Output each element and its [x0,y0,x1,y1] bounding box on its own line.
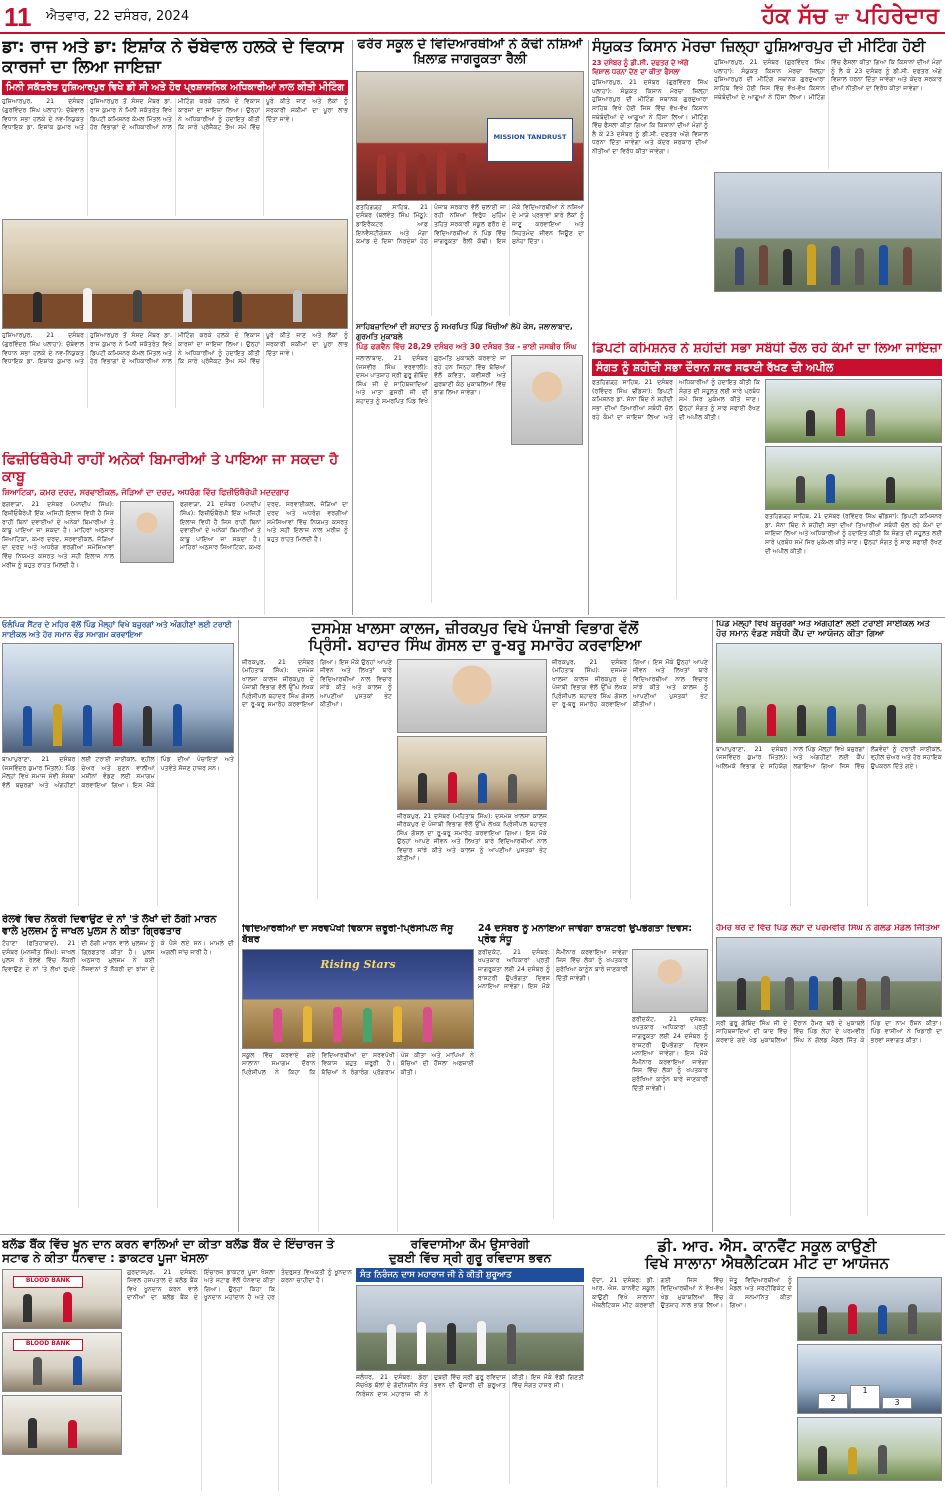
doctor-portrait [120,501,174,563]
story-body-continued: ਹੁਸ਼ਿਆਰਪੁਰ, 21 ਦਸੰਬਰ (ਗੁਰਵਿੰਦਰ ਸਿੰਘ ਪਲਾਹਾ): ਚੱਬੇਵਾਲ ਵਿਧਾਨ ਸਭਾ ਹਲਕੇ ਦੇ ਨਵ-ਨਿਯੁਕਤ ਵਿਧਾਇਕ ਡਾ. ਇਸ਼ਾਂਕ ਕੁਮਾਰ ਅਤੇ ਹੁਸ਼ਿਆਰਪੁਰ ਤੋਂ ਸੰਸਦ ਮੈਂਬਰ ਡਾ. ਰਾਜ ਕੁਮਾਰ ਨੇ ਮਿਨੀ ਸਕੱਤਰੇਤ ਵਿਖੇ ਡਿਪਟੀ ਕਮਿਸ਼ਨਰ ਕੋਮਲ ਮਿੱਤਲ ਅਤੇ ਹੋਰ ਵਿਭਾਗਾਂ ਦੇ ਅਧਿਕਾਰੀਆਂ ਨਾਲ ਮੀਟਿੰਗ ਕਰਕੇ ਹਲਕੇ ਦੇ ਵਿਕਾਸ ਕਾਰਜਾਂ ਦਾ ਜਾਇਜ਼ਾ ਲਿਆ। ਉਨ੍ਹਾਂ ਨੇ ਅਧਿਕਾਰੀਆਂ ਨੂੰ ਹਦਾਇਤ ਕੀਤੀ ਕਿ ਸਾਰੇ ਪ੍ਰੋਜੈਕਟ ਤੈਅ ਸਮੇਂ ਵਿੱਚ ਪੂਰੇ ਕੀਤੇ ਜਾਣ ਅਤੇ ਲੋਕਾਂ ਨੂੰ ਸਰਕਾਰੀ ਸਕੀਮਾਂ ਦਾ ਪੂਰਾ ਲਾਭ ਦਿੱਤਾ ਜਾਵੇ। [2,332,348,366]
story-body: ਗੁਰਦਾਸਪੁਰ, 21 ਦਸੰਬਰ: ਸਿਵਲ ਹਸਪਤਾਲ ਦੇ ਬਲੱਡ ਬੈਂਕ ਵਿਖੇ ਖੂਨਦਾਨ ਕਰਨ ਵਾਲੇ ਦਾਨੀਆਂ ਦਾ ਬਲੱਡ ਬੈਂਕ ਦੇ ਇੰਚਾਰਜ ਡਾਕਟਰ ਪੂਜਾ ਖੋਸਲਾ ਅਤੇ ਸਟਾਫ ਵੱਲੋਂ ਧੰਨਵਾਦ ਕੀਤਾ ਗਿਆ। ਉਨ੍ਹਾਂ ਕਿਹਾ ਕਿ ਖੂਨਦਾਨ ਮਹਾਂਦਾਨ ਹੈ ਅਤੇ ਹਰ ਤੰਦਰੁਸਤ ਵਿਅਕਤੀ ਨੂੰ ਖੂਨਦਾਨ ਕਰਨਾ ਚਾਹੀਦਾ ਹੈ। [127,1268,352,1302]
podium-1: 1 [850,1385,880,1409]
story-body-continued: ਫਤਹਿਗੜ੍ਹ ਸਾਹਿਬ, 21 ਦਸੰਬਰ (ਰਵਿੰਦਰ ਸਿੰਘ ਢੀਂਡਸਾ): ਡਿਪਟੀ ਕਮਿਸ਼ਨਰ ਡਾ. ਸੋਨਾ ਥਿੰਦ ਨੇ ਸ਼ਹੀਦੀ ਸਭਾ ਦੀਆਂ ਤਿਆਰੀਆਂ ਸਬੰਧੀ ਚੱਲ ਰਹੇ ਕੰਮਾਂ ਦਾ ਜਾਇਜ਼ਾ ਲਿਆ ਅਤੇ ਅਧਿਕਾਰੀਆਂ ਨੂੰ ਹਦਾਇਤ ਕੀਤੀ ਕਿ ਸੰਗਤ ਦੀ ਸਹੂਲਤ ਲਈ ਸਾਰੇ ਪ੍ਰਬੰਧ ਸਮੇਂ ਸਿਰ ਮੁਕੰਮਲ ਕੀਤੇ ਜਾਣ। ਉਨ੍ਹਾਂ ਸੰਗਤ ਨੂੰ ਸਾਫ ਸਫਾਈ ਰੱਖਣ ਦੀ ਅਪੀਲ ਕੀਤੀ। [765,513,942,555]
story-students [242,924,474,1232]
story-body: ਸਕੂਲ ਵਿੱਚ ਕਰਵਾਏ ਗਏ ਸਾਲਾਨਾ ਸਮਾਗਮ ਦੌਰਾਨ ਪ੍ਰਿੰਸੀਪਲ ਨੇ ਕਿਹਾ ਕਿ ਵਿਦਿਆਰਥੀਆਂ ਦਾ ਸਰਵਪੱਖੀ ਵਿਕਾਸ ਬਹੁਤ ਜ਼ਰੂਰੀ ਹੈ। ਬੱਚਿਆਂ ਨੇ ਰੰਗਾਰੰਗ ਪ੍ਰੋਗਰਾਮ ਪੇਸ਼ ਕੀਤਾ ਅਤੇ ਮਾਪਿਆਂ ਨੇ ਬੱਚਿਆਂ ਦੀ ਹੌਂਸਲਾ ਅਫਜ਼ਾਈ ਕੀਤੀ। [242,1051,474,1077]
dateline: ਐਤਵਾਰ, 22 ਦਸੰਬਰ, 2024 [46,9,190,24]
story-college [242,620,708,920]
story-camp [716,620,942,920]
headline-line-1: ਦਸਮੇਸ਼ ਖਾਲਸਾ ਕਾਲਜ, ਜ਼ੀਰਕਪੁਰ ਵਿਖੇ ਪੰਜਾਬੀ ਵਿਭਾਗ ਵੱਲੋਂ [311,620,639,637]
section-rule [0,617,945,618]
page-number: 11 [4,2,32,32]
ravidas-photo [356,1285,584,1371]
story-gurmat [356,322,584,614]
story-body-continued: ਹੁਸ਼ਿਆਰਪੁਰ, 21 ਦਸੰਬਰ (ਗੁਰਵਿੰਦਰ ਸਿੰਘ ਪਲਾਹਾ): ਸੰਯੁਕਤ ਕਿਸਾਨ ਮੋਰਚਾ ਜ਼ਿਲ੍ਹਾ ਹੁਸ਼ਿਆਰਪੁਰ ਦੀ ਮੀਟਿੰਗ ਸਥਾਨਕ ਗੁਰਦੁਆਰਾ ਸਾਹਿਬ ਵਿਖੇ ਹੋਈ ਜਿਸ ਵਿੱਚ ਵੱਖ-ਵੱਖ ਕਿਸਾਨ ਜਥੇਬੰਦੀਆਂ ਦੇ ਆਗੂਆਂ ਨੇ ਹਿੱਸਾ ਲਿਆ। ਮੀਟਿੰਗ ਵਿੱਚ ਫੈਸਲਾ ਕੀਤਾ ਗਿਆ ਕਿ ਕਿਸਾਨਾਂ ਦੀਆਂ ਮੰਗਾਂ ਨੂੰ ਲੈ ਕੇ 23 ਦਸੰਬਰ ਨੂੰ ਡੀ.ਸੀ. ਦਫਤਰ ਅੱਗੇ ਵਿਸ਼ਾਲ ਧਰਨਾ ਦਿੱਤਾ ਜਾਵੇਗਾ ਅਤੇ ਕੇਂਦਰ ਸਰਕਾਰ ਦੀਆਂ ਨੀਤੀਆਂ ਦਾ ਵਿਰੋਧ ਕੀਤਾ ਜਾਵੇਗਾ। [714,59,942,101]
headline: ਓਲੰਪਿਕ ਸੈਂਟਰ ਦੇ ਮਹਿਰ ਵੱਲੋਂ ਪਿੰਡ ਮੌਲ੍ਹਾਂ ਵਿਖੇ ਬਜ਼ੁਰਗਾਂ ਅਤੇ ਅੰਗਹੀਣਾਂ ਲਈ ਟਰਾਈ ਸਾਈਕਲ ਅਤੇ ਹੋਰ ਸਮਾਨ ਵੰਡ ਸਮਾਗਮ ਕਰਵਾਇਆ [2,620,232,639]
strap: ਸੰਤ ਨਿਰੰਜਨ ਦਾਸ ਮਹਾਰਾਜ ਜੀ ਨੇ ਕੀਤੀ ਸ਼ੁਰੂਆਤ [356,1268,584,1282]
column-rule [588,40,589,615]
headline-line-2: ਵਿਖੇ ਸਾਲਾਨਾ ਐਥਲੈਟਿਕਸ ਮੀਟ ਦਾ ਆਯੋਜਨ [644,1254,890,1273]
headline: ਰੇਲਵੇ ਵਿਚ ਨੌਕਰੀ ਦਿਵਾਉਣ ਦੇ ਨਾਂ 'ਤੇ ਲੱਖਾਂ ਦੀ ਠੱਗੀ ਮਾਰਨ ਵਾਲੇ ਮੁਲਜ਼ਮ ਨੂੰ ਜਾਖਲ ਪੁਲਸ ਨੇ ਕੀਤਾ ਗ੍ਰਿਫਤਾਰ [2,914,217,937]
blood-bank-sign: BLOOD BANK [13,1339,83,1351]
headline-line-1: ਡੀ. ਆਰ. ਐਸ. ਕਾਨਵੈਂਟ ਸਕੂਲ ਕਾਉਣੀ [657,1238,877,1255]
story-body: ਜਲਾਲਾਬਾਦ, 21 ਦਸੰਬਰ (ਜਸਵੀਰ ਸਿੰਘ ਵਰਵਾਲੀ): ਦਸਮ ਪਾਤਸ਼ਾਹ ਸ੍ਰੀ ਗੁਰੂ ਗੋਬਿੰਦ ਸਿੰਘ ਜੀ ਦੇ ਸਾਹਿਬਜ਼ਾਦਿਆਂ ਅਤੇ ਮਾਤਾ ਗੁਜਰੀ ਜੀ ਦੀ ਸ਼ਹਾਦਤ ਨੂੰ ਸਮਰਪਿਤ ਪਿੰਡ ਵਿਖੇ ਗੁਰਮਤਿ ਮੁਕਾਬਲੇ ਕਰਵਾਏ ਜਾ ਰਹੇ ਹਨ ਜਿਨ੍ਹਾਂ ਵਿੱਚ ਬੱਚਿਆਂ ਵੱਲੋਂ ਕਵਿਤਾ, ਕਵੀਸ਼ਰੀ ਅਤੇ ਗੁਰਬਾਣੀ ਕੰਠ ਮੁਕਾਬਲਿਆਂ ਵਿੱਚ ਭਾਗ ਲਿਆ ਜਾਵੇਗਾ। [356,355,506,405]
story-body: ਬਾਘਾਪੁਰਾਣਾ, 21 ਦਸੰਬਰ (ਜਸਵਿੰਦਰ ਕੁਮਾਰ ਮਿੱਤਲ): ਪਿੰਡ ਮੌਲ੍ਹਾਂ ਵਿਖੇ ਸਮਾਜ ਸੇਵੀ ਸੰਸਥਾ ਵੱਲੋਂ ਬਜ਼ੁਰਗਾਂ ਅਤੇ ਅੰਗਹੀਣਾਂ ਲਈ ਟਰਾਈ ਸਾਈਕਲ, ਵ੍ਹੀਲ ਚੇਅਰ ਅਤੇ ਸੁਣਨ ਵਾਲੀਆਂ ਮਸ਼ੀਨਾਂ ਵੰਡਣ ਲਈ ਸਮਾਗਮ ਕਰਵਾਇਆ ਗਿਆ। ਇਸ ਮੌਕੇ ਪਿੰਡ ਦੀਆਂ ਪੰਚਾਇਤਾਂ ਅਤੇ ਪਤਵੰਤੇ ਸੱਜਣ ਹਾਜ਼ਰ ਸਨ। [2,756,234,789]
brand-join: ਦਾ [835,11,849,27]
section-rule [0,1234,945,1235]
story-body: ਸ੍ਰੀ ਗੁਰੂ ਗੋਬਿੰਦ ਸਿੰਘ ਜੀ ਦੇ ਸਾਹਿਬਜ਼ਾਦਿਆਂ ਦੀ ਯਾਦ ਵਿੱਚ ਕਰਵਾਏ ਗਏ ਖੇਡ ਮੁਕਾਬਲਿਆਂ ਦੌਰਾਨ ਹੈਮਰ ਥਰੋ ਦੇ ਮੁਕਾਬਲੇ ਵਿੱਚ ਪਿੰਡ ਲੇਹਾ ਦੇ ਪਰਮਵੀਰ ਸਿੰਘ ਨੇ ਗੋਲਡ ਮੈਡਲ ਜਿੱਤ ਕੇ ਪਿੰਡ ਦਾ ਨਾਮ ਰੌਸ਼ਨ ਕੀਤਾ। ਪਿੰਡ ਵਾਸੀਆਂ ਨੇ ਖਿਡਾਰੀ ਦਾ ਭਰਵਾਂ ਸਵਾਗਤ ਕੀਤਾ। [716,1019,942,1044]
story-mla [2,38,348,448]
story-gold [716,924,942,1232]
speaker-portrait [511,355,583,445]
book-release-photo [397,736,547,810]
story-body: ਜਲੰਧਰ, 21 ਦਸੰਬਰ: ਡੇਰਾ ਸੱਚਖੰਡ ਬੱਲਾਂ ਦੇ ਗੱਦੀਨਸ਼ੀਨ ਸੰਤ ਨਿਰੰਜਨ ਦਾਸ ਮਹਾਰਾਜ ਜੀ ਨੇ ਦੁਬਈ ਵਿੱਚ ਸ੍ਰੀ ਗੁਰੂ ਰਵਿਦਾਸ ਭਵਨ ਦੀ ਉਸਾਰੀ ਦੀ ਸ਼ੁਰੂਆਤ ਕੀਤੀ। ਇਸ ਮੌਕੇ ਵੱਡੀ ਗਿਣਤੀ ਵਿੱਚ ਸੰਗਤ ਹਾਜ਼ਰ ਸੀ। [356,1373,584,1398]
story-body: ਬਾਘਾਪੁਰਾਣਾ, 21 ਦਸੰਬਰ (ਜਸਵਿੰਦਰ ਕੁਮਾਰ ਮਿੱਤਲ): ਅਲਿਮਕੋ ਵਿਭਾਗ ਦੇ ਸਹਿਯੋਗ ਨਾਲ ਪਿੰਡ ਮੌਲ੍ਹਾਂ ਵਿਖੇ ਬਜ਼ੁਰਗਾਂ ਅਤੇ ਅੰਗਹੀਣਾਂ ਲਈ ਕੈਂਪ ਲਗਾਇਆ ਗਿਆ ਜਿਸ ਵਿੱਚ ਲੋੜਵੰਦਾਂ ਨੂੰ ਟਰਾਈ ਸਾਈਕਲ, ਵ੍ਹੀਲ ਚੇਅਰ ਅਤੇ ਹੋਰ ਸਹਾਇਕ ਉਪਕਰਨ ਦਿੱਤੇ ਗਏ। [716,745,942,770]
headline-line-2: ਦੁਬਈ ਵਿੱਚ ਸ੍ਰੀ ਗੁਰੂ ਰਵਿਦਾਸ ਭਵਨ [388,1250,552,1265]
kicker: 23 ਦਸੰਬਰ ਨੂੰ ਡੀ.ਸੀ. ਦਫਤਰ ਦੇ ਅੱਗੇ ਵਿਸ਼ਾਲ ਧਰਨਾ ਦੇਣ ਦਾ ਕੀਤਾ ਫੈਸਲਾ [592,59,689,77]
headline: ਫਰੌਰ ਸਕੂਲ ਦੇ ਵਿਦਿਆਰਥੀਆਂ ਨੇ ਕੱਢੀ ਨਸ਼ਿਆਂ ਖ਼ਿਲਾਫ਼ ਜਾਗਰੂਕਤਾ ਰੈਲੀ [357,38,583,67]
headline: ਸੰਯੁਕਤ ਕਿਸਾਨ ਮੋਰਚਾ ਜ਼ਿਲ੍ਹਾ ਹੁਸ਼ਿਆਰਪੁਰ ਦੀ ਮੀਟਿੰਗ ਹੋਈ [592,38,926,55]
story-olympic [2,620,234,910]
meeting-photo [2,219,348,329]
blood-bank-photo-3 [2,1395,122,1455]
story-body-continued: ਜ਼ੀਰਕਪੁਰ, 21 ਦਸੰਬਰ (ਮਹਿਤਾਬ ਸਿੰਘ): ਦਸਮੇਸ਼ ਖਾਲਸਾ ਕਾਲਜ ਜ਼ੀਰਕਪੁਰ ਦੇ ਪੰਜਾਬੀ ਵਿਭਾਗ ਵੱਲੋਂ ਉੱਘੇ ਲੇਖਕ ਪ੍ਰਿੰਸੀਪਲ ਬਹਾਦਰ ਸਿੰਘ ਗੋਸਲ ਦਾ ਰੂ-ਬਰੂ ਸਮਾਰੋਹ ਕਰਵਾਇਆ ਗਿਆ। ਇਸ ਮੌਕੇ ਉਨ੍ਹਾਂ ਆਪਣੇ ਜੀਵਨ ਅਤੇ ਲਿਖਤਾਂ ਬਾਰੇ ਵਿਦਿਆਰਥੀਆਂ ਨਾਲ ਵਿਚਾਰ ਸਾਂਝੇ ਕੀਤੇ ਅਤੇ ਕਾਲਜ ਨੂੰ ਆਪਣੀਆਂ ਪੁਸਤਕਾਂ ਭੇਟ ਕੀਤੀਆਂ। [397,812,547,863]
story-body-continued: ਜ਼ੀਰਕਪੁਰ, 21 ਦਸੰਬਰ (ਮਹਿਤਾਬ ਸਿੰਘ): ਦਸਮੇਸ਼ ਖਾਲਸਾ ਕਾਲਜ ਜ਼ੀਰਕਪੁਰ ਦੇ ਪੰਜਾਬੀ ਵਿਭਾਗ ਵੱਲੋਂ ਉੱਘੇ ਲੇਖਕ ਪ੍ਰਿੰਸੀਪਲ ਬਹਾਦਰ ਸਿੰਘ ਗੋਸਲ ਦਾ ਰੂ-ਬਰੂ ਸਮਾਰੋਹ ਕਰਵਾਇਆ ਗਿਆ। ਇਸ ਮੌਕੇ ਉਨ੍ਹਾਂ ਆਪਣੇ ਜੀਵਨ ਅਤੇ ਲਿਖਤਾਂ ਬਾਰੇ ਵਿਦਿਆਰਥੀਆਂ ਨਾਲ ਵਿਚਾਰ ਸਾਂਝੇ ਕੀਤੇ ਅਤੇ ਕਾਲਜ ਨੂੰ ਆਪਣੀਆਂ ਪੁਸਤਕਾਂ ਭੇਟ ਕੀਤੀਆਂ। [552,658,708,709]
story-body: ਟੋਹਾਣਾ (ਫਤਿਹਾਬਾਦ), 21 ਦਸੰਬਰ (ਮਨਜੀਤ ਸਿੰਘ): ਜਾਖਲ ਪੁਲਸ ਨੇ ਰੇਲਵੇ ਵਿੱਚ ਨੌਕਰੀ ਦਿਵਾਉਣ ਦੇ ਨਾਂ 'ਤੇ ਲੱਖਾਂ ਰੁਪਏ ਦੀ ਠੱਗੀ ਮਾਰਨ ਵਾਲੇ ਮੁਲਜ਼ਮ ਨੂੰ ਗ੍ਰਿਫਤਾਰ ਕੀਤਾ ਹੈ। ਪੁਲਸ ਅਨੁਸਾਰ ਮੁਲਜ਼ਮ ਨੇ ਕਈ ਨੌਜਵਾਨਾਂ ਤੋਂ ਨੌਕਰੀ ਦਾ ਝਾਂਸਾ ਦੇ ਕੇ ਪੈਸੇ ਲਏ ਸਨ। ਮਾਮਲੇ ਦੀ ਅਗਲੀ ਜਾਂਚ ਜਾਰੀ ਹੈ। [2,940,234,973]
blood-bank-photo-1 [2,1269,122,1329]
athletics-podium-photo [797,1344,942,1414]
story-body-continued: ਫ਼ਰੀਦਕੋਟ, 21 ਦਸੰਬਰ: ਖਪਤਕਾਰ ਅਧਿਕਾਰਾਂ ਪ੍ਰਤੀ ਜਾਗਰੂਕਤਾ ਲਈ 24 ਦਸੰਬਰ ਨੂੰ ਰਾਸ਼ਟਰੀ ਉਪਭੋਗਤਾ ਦਿਵਸ ਮਨਾਇਆ ਜਾਵੇਗਾ। ਇਸ ਮੌਕੇ ਸੈਮੀਨਾਰ ਕਰਵਾਇਆ ਜਾਵੇਗਾ ਜਿਸ ਵਿੱਚ ਲੋਕਾਂ ਨੂੰ ਖਪਤਕਾਰ ਸੁਰੱਖਿਆ ਕਾਨੂੰਨ ਬਾਰੇ ਜਾਣਕਾਰੀ ਦਿੱਤੀ ਜਾਵੇਗੀ। [632,1015,708,1092]
blood-bank-sign: BLOOD BANK [13,1276,83,1288]
column-rule [712,620,713,1232]
stage-banner: Rising Stars [320,957,396,971]
rally-photo [356,71,584,201]
strap: ਸ਼ਿਆਟਿਕਾ, ਕਮਰ ਦਰਦ, ਸਰਵਾਈਕਲ, ਜੋੜਿਆਂ ਦਾ ਦਰਦ, ਅਧਰੰਗ ਵਿੱਚ ਫਿਜ਼ੀਓਥੈਰੇਪੀ ਮਦਦਗਾਰ [2,488,289,498]
story-body: ਫਗਵਾੜਾ, 21 ਦਸੰਬਰ (ਮਨਦੀਪ ਸਿੰਘ): ਫਿਜ਼ੀਓਥੈਰੇਪੀ ਇੱਕ ਅਜਿਹੀ ਇਲਾਜ ਵਿਧੀ ਹੈ ਜਿਸ ਰਾਹੀਂ ਬਿਨਾਂ ਦਵਾਈਆਂ ਦੇ ਅਨੇਕਾਂ ਬਿਮਾਰੀਆਂ ਤੇ ਕਾਬੂ ਪਾਇਆ ਜਾ ਸਕਦਾ ਹੈ। ਮਾਹਿਰਾਂ ਅਨੁਸਾਰ ਸ਼ਿਆਟਿਕਾ, ਕਮਰ ਦਰਦ, ਸਰਵਾਈਕਲ, ਜੋੜਿਆਂ ਦਾ ਦਰਦ ਅਤੇ ਅਧਰੰਗ ਵਰਗੀਆਂ ਸਮੱਸਿਆਵਾਂ ਵਿੱਚ ਨਿਯਮਤ ਕਸਰਤ ਅਤੇ ਸਹੀ ਇਲਾਜ ਨਾਲ ਮਰੀਜ਼ ਨੂੰ ਬਹੁਤ ਰਾਹਤ ਮਿਲਦੀ ਹੈ। [2,501,114,569]
headline: ਹੈਮਰ ਥਰੋ ਦੇ ਵਿੱਚ ਪਿੰਡ ਲੇਹਾ ਦੇ ਪਰਮਵੀਰ ਸਿੰਘ ਨੇ ਗੋਲਡ ਮੈਡਲ ਜਿੱਤਿਆ [716,924,940,933]
headline: ਡਾ: ਰਾਜ ਅਤੇ ਡਾ: ਇਸ਼ਾਂਕ ਨੇ ਚੱਬੇਵਾਲ ਹਲਕੇ ਦੇ ਵਿਕਾਸ ਕਾਰਜਾਂ ਦਾ ਲਿਆ ਜਾਇਜ਼ਾ [2,38,344,77]
story-school-rally [356,38,584,318]
subheadline: ਪਿੰਡ ਫਗਵੈਨ ਵਿੱਚ 28,29 ਦਸੰਬਰ ਅਤੇ 30 ਦਸੰਬਰ ਤੱਕ - ਭਾਈ ਜਸਬੀਰ ਸਿੰਘ [356,342,577,351]
story-rashtrik [478,924,708,1232]
story-body: ਫਤਹਿਗੜ੍ਹ ਸਾਹਿਬ, 21 ਦਸੰਬਰ (ਰਵਿੰਦਰ ਸਿੰਘ ਢੀਂਡਸਾ): ਡਿਪਟੀ ਕਮਿਸ਼ਨਰ ਡਾ. ਸੋਨਾ ਥਿੰਦ ਨੇ ਸ਼ਹੀਦੀ ਸਭਾ ਦੀਆਂ ਤਿਆਰੀਆਂ ਸਬੰਧੀ ਚੱਲ ਰਹੇ ਕੰਮਾਂ ਦਾ ਜਾਇਜ਼ਾ ਲਿਆ ਅਤੇ ਅਧਿਕਾਰੀਆਂ ਨੂੰ ਹਦਾਇਤ ਕੀਤੀ ਕਿ ਸੰਗਤ ਦੀ ਸਹੂਲਤ ਲਈ ਸਾਰੇ ਪ੍ਰਬੰਧ ਸਮੇਂ ਸਿਰ ਮੁਕੰਮਲ ਕੀਤੇ ਜਾਣ। ਉਨ੍ਹਾਂ ਸੰਗਤ ਨੂੰ ਸਾਫ ਸਫਾਈ ਰੱਖਣ ਦੀ ਅਪੀਲ ਕੀਤੀ। [592,379,760,421]
story-body-continued: ਫਗਵਾੜਾ, 21 ਦਸੰਬਰ (ਮਨਦੀਪ ਸਿੰਘ): ਫਿਜ਼ੀਓਥੈਰੇਪੀ ਇੱਕ ਅਜਿਹੀ ਇਲਾਜ ਵਿਧੀ ਹੈ ਜਿਸ ਰਾਹੀਂ ਬਿਨਾਂ ਦਵਾਈਆਂ ਦੇ ਅਨੇਕਾਂ ਬਿਮਾਰੀਆਂ ਤੇ ਕਾਬੂ ਪਾਇਆ ਜਾ ਸਕਦਾ ਹੈ। ਮਾਹਿਰਾਂ ਅਨੁਸਾਰ ਸ਼ਿਆਟਿਕਾ, ਕਮਰ ਦਰਦ, ਸਰਵਾਈਕਲ, ਜੋੜਿਆਂ ਦਾ ਦਰਦ ਅਤੇ ਅਧਰੰਗ ਵਰਗੀਆਂ ਸਮੱਸਿਆਵਾਂ ਵਿੱਚ ਨਿਯਮਤ ਕਸਰਤ ਅਤੇ ਸਹੀ ਇਲਾਜ ਨਾਲ ਮਰੀਜ਼ ਨੂੰ ਬਹੁਤ ਰਾਹਤ ਮਿਲਦੀ ਹੈ। [180,501,348,552]
dc-inspection-photo-2 [765,446,942,510]
story-body: ਫ਼ਰੀਦਕੋਟ, 21 ਦਸੰਬਰ: ਖਪਤਕਾਰ ਅਧਿਕਾਰਾਂ ਪ੍ਰਤੀ ਜਾਗਰੂਕਤਾ ਲਈ 24 ਦਸੰਬਰ ਨੂੰ ਰਾਸ਼ਟਰੀ ਉਪਭੋਗਤਾ ਦਿਵਸ ਮਨਾਇਆ ਜਾਵੇਗਾ। ਇਸ ਮੌਕੇ ਸੈਮੀਨਾਰ ਕਰਵਾਇਆ ਜਾਵੇਗਾ ਜਿਸ ਵਿੱਚ ਲੋਕਾਂ ਨੂੰ ਖਪਤਕਾਰ ਸੁਰੱਖਿਆ ਕਾਨੂੰਨ ਬਾਰੇ ਜਾਣਕਾਰੀ ਦਿੱਤੀ ਜਾਵੇਗੀ। [478,948,628,991]
story-body: ਦੋਦਾ, 21 ਦਸੰਬਰ: ਡੀ. ਆਰ. ਐਸ. ਕਾਨਵੈਂਟ ਸਕੂਲ ਕਾਉਣੀ ਵਿਖੇ ਸਾਲਾਨਾ ਐਥਲੈਟਿਕਸ ਮੀਟ ਕਰਵਾਈ ਗਈ ਜਿਸ ਵਿੱਚ ਵਿਦਿਆਰਥੀਆਂ ਨੇ ਵੱਖ-ਵੱਖ ਖੇਡ ਮੁਕਾਬਲਿਆਂ ਵਿੱਚ ਉਤਸ਼ਾਹ ਨਾਲ ਭਾਗ ਲਿਆ। ਜੇਤੂ ਵਿਦਿਆਰਥੀਆਂ ਨੂੰ ਮੈਡਲ ਅਤੇ ਸਰਟੀਫਿਕੇਟ ਦੇ ਕੇ ਸਨਮਾਨਿਤ ਕੀਤਾ ਗਿਆ। [592,1276,792,1310]
brand-tail: ਪਹਿਰੇਦਾਰ [856,3,939,29]
story-kisan [592,38,942,338]
camp-photo-1 [716,643,942,743]
headline: 24 ਦਸੰਬਰ ਨੂੰ ਮਨਾਇਆ ਜਾਵੇਗਾ ਰਾਸ਼ਟਰੀ ਉਪਭੋਗਤਾ ਦਿਵਸ: ਪ੍ਰੋਫ ਸੰਧੂ [478,924,693,945]
column-rule [352,40,353,615]
strap: ਸੰਗਤ ਨੂੰ ਸ਼ਹੀਦੀ ਸਭਾ ਦੌਰਾਨ ਸਾਫ ਸਫਾਈ ਰੱਖਣ ਦੀ ਅਪੀਲ [592,359,942,376]
speaker-portrait [632,949,708,1013]
headline: ਡਿਪਟੀ ਕਮਿਸ਼ਨਰ ਨੇ ਸ਼ਹੀਦੀ ਸਭਾ ਸਬੰਧੀ ਚੱਲ ਰਹੇ ਕੰਮਾਂ ਦਾ ਲਿਆ ਜਾਇਜ਼ਾ [592,342,942,356]
newspaper-brand [762,3,939,29]
headline: ਫਿਜ਼ੀਓਥੈਰੇਪੀ ਰਾਹੀਂ ਅਨੇਕਾਂ ਬਿਮਾਰੀਆਂ ਤੇ ਪਾਇਆ ਜਾ ਸਕਦਾ ਹੈ ਕਾਬੂ [2,452,339,485]
headline: ਸਾਹਿਬਜ਼ਾਦਿਆਂ ਦੀ ਸ਼ਹਾਦਤ ਨੂੰ ਸਮਰਪਿਤ ਪਿੰਡ ਖਿੱਚੀਆਂ ਲੋਪੋ ਕੇਸ, ਜਲਾਲਾਬਾਦ, ਗੁਰਮਤਿ ਮੁਕਾਬਲੇ [356,322,573,341]
athletics-photo-2 [797,1417,942,1481]
masthead [0,0,945,34]
story-body: ਫਤਹਿਗੜ੍ਹ ਸਾਹਿਬ, 21 ਦਸੰਬਰ (ਬਲਵੰਤ ਸਿੰਘ ਮਿੱਠੂ): ਡਾਇਰੈਕਟਰ ਆਫ ਇਨਵੈਸਟੀਗੇਸ਼ਨ ਅਤੇ ਮੋਗਾ ਕਮਾਂਡ ਦੇ ਦਿਸ਼ਾ ਨਿਰਦੇਸ਼ਾਂ ਹੇਠ ਪੰਜਾਬ ਸਰਕਾਰ ਵੱਲੋਂ ਚਲਾਈ ਜਾ ਰਹੀ ਨਸ਼ਿਆਂ ਵਿਰੁੱਧ ਮੁਹਿੰਮ ਤਹਿਤ ਸਰਕਾਰੀ ਸਕੂਲ ਫਰੌਰ ਦੇ ਵਿਦਿਆਰਥੀਆਂ ਨੇ ਪਿੰਡ ਵਿੱਚ ਜਾਗਰੂਕਤਾ ਰੈਲੀ ਕੱਢੀ। ਇਸ ਮੌਕੇ ਵਿਦਿਆਰਥੀਆਂ ਨੇ ਨਸ਼ਿਆਂ ਦੇ ਮਾੜੇ ਪ੍ਰਭਾਵਾਂ ਬਾਰੇ ਲੋਕਾਂ ਨੂੰ ਜਾਣੂ ਕਰਵਾਇਆ ਅਤੇ ਸਿਹਤਮੰਦ ਜੀਵਨ ਜਿਊਣ ਦਾ ਸੁਨੇਹਾ ਦਿੱਤਾ। [356,203,584,246]
blood-bank-photo-2 [2,1332,122,1392]
stage-photo [242,949,474,1049]
story-body: ਹੁਸ਼ਿਆਰਪੁਰ, 21 ਦਸੰਬਰ (ਗੁਰਵਿੰਦਰ ਸਿੰਘ ਪਲਾਹਾ): ਚੱਬੇਵਾਲ ਵਿਧਾਨ ਸਭਾ ਹਲਕੇ ਦੇ ਨਵ-ਨਿਯੁਕਤ ਵਿਧਾਇਕ ਡਾ. ਇਸ਼ਾਂਕ ਕੁਮਾਰ ਅਤੇ ਹੁਸ਼ਿਆਰਪੁਰ ਤੋਂ ਸੰਸਦ ਮੈਂਬਰ ਡਾ. ਰਾਜ ਕੁਮਾਰ ਨੇ ਮਿਨੀ ਸਕੱਤਰੇਤ ਵਿਖੇ ਡਿਪਟੀ ਕਮਿਸ਼ਨਰ ਕੋਮਲ ਮਿੱਤਲ ਅਤੇ ਹੋਰ ਵਿਭਾਗਾਂ ਦੇ ਅਧਿਕਾਰੀਆਂ ਨਾਲ ਮੀਟਿੰਗ ਕਰਕੇ ਹਲਕੇ ਦੇ ਵਿਕਾਸ ਕਾਰਜਾਂ ਦਾ ਜਾਇਜ਼ਾ ਲਿਆ। ਉਨ੍ਹਾਂ ਨੇ ਅਧਿਕਾਰੀਆਂ ਨੂੰ ਹਦਾਇਤ ਕੀਤੀ ਕਿ ਸਾਰੇ ਪ੍ਰੋਜੈਕਟ ਤੈਅ ਸਮੇਂ ਵਿੱਚ ਪੂਰੇ ਕੀਤੇ ਜਾਣ ਅਤੇ ਲੋਕਾਂ ਨੂੰ ਸਰਕਾਰੀ ਸਕੀਮਾਂ ਦਾ ਪੂਰਾ ਲਾਭ ਦਿੱਤਾ ਜਾਵੇ। [2,98,348,132]
gold-medal-photo [716,937,942,1017]
story-body: ਜ਼ੀਰਕਪੁਰ, 21 ਦਸੰਬਰ (ਮਹਿਤਾਬ ਸਿੰਘ): ਦਸਮੇਸ਼ ਖਾਲਸਾ ਕਾਲਜ ਜ਼ੀਰਕਪੁਰ ਦੇ ਪੰਜਾਬੀ ਵਿਭਾਗ ਵੱਲੋਂ ਉੱਘੇ ਲੇਖਕ ਪ੍ਰਿੰਸੀਪਲ ਬਹਾਦਰ ਸਿੰਘ ਗੋਸਲ ਦਾ ਰੂ-ਬਰੂ ਸਮਾਰੋਹ ਕਰਵਾਇਆ ਗਿਆ। ਇਸ ਮੌਕੇ ਉਨ੍ਹਾਂ ਆਪਣੇ ਜੀਵਨ ਅਤੇ ਲਿਖਤਾਂ ਬਾਰੇ ਵਿਦਿਆਰਥੀਆਂ ਨਾਲ ਵਿਚਾਰ ਸਾਂਝੇ ਕੀਤੇ ਅਤੇ ਕਾਲਜ ਨੂੰ ਆਪਣੀਆਂ ਪੁਸਤਕਾਂ ਭੇਟ ਕੀਤੀਆਂ। [242,658,392,709]
story-blood-bank [2,1238,352,1504]
story-ravidas [356,1238,584,1504]
dc-inspection-photo-1 [765,379,942,443]
headline: ਵਿਦਿਆਰਥੀਆਂ ਦਾ ਸਰਵਪੱਖੀ ਵਿਕਾਸ ਜ਼ਰੂਰੀ-ਪ੍ਰਿੰਸੀਪਲ ਜੱਸੂ ਬੱਬਰ [242,924,454,945]
headline: ਬਲੱਡ ਬੈਂਕ ਵਿੱਚ ਖੂਨ ਦਾਨ ਕਰਨ ਵਾਲਿਆਂ ਦਾ ਕੀਤਾ ਬਲੱਡ ਬੈਂਕ ਦੇ ਇੰਚਾਰਜ ਤੇ ਸਟਾਫ ਨੇ ਕੀਤਾ ਧੰਨਵਾਦ : ਡਾਕਟਰ ਪੂਜਾ ਖੋਸਲਾ [2,1238,335,1265]
story-body: ਹੁਸ਼ਿਆਰਪੁਰ, 21 ਦਸੰਬਰ (ਗੁਰਵਿੰਦਰ ਸਿੰਘ ਪਲਾਹਾ): ਸੰਯੁਕਤ ਕਿਸਾਨ ਮੋਰਚਾ ਜ਼ਿਲ੍ਹਾ ਹੁਸ਼ਿਆਰਪੁਰ ਦੀ ਮੀਟਿੰਗ ਸਥਾਨਕ ਗੁਰਦੁਆਰਾ ਸਾਹਿਬ ਵਿਖੇ ਹੋਈ ਜਿਸ ਵਿੱਚ ਵੱਖ-ਵੱਖ ਕਿਸਾਨ ਜਥੇਬੰਦੀਆਂ ਦੇ ਆਗੂਆਂ ਨੇ ਹਿੱਸਾ ਲਿਆ। ਮੀਟਿੰਗ ਵਿੱਚ ਫੈਸਲਾ ਕੀਤਾ ਗਿਆ ਕਿ ਕਿਸਾਨਾਂ ਦੀਆਂ ਮੰਗਾਂ ਨੂੰ ਲੈ ਕੇ 23 ਦਸੰਬਰ ਨੂੰ ਡੀ.ਸੀ. ਦਫਤਰ ਅੱਗੇ ਵਿਸ਼ਾਲ ਧਰਨਾ ਦਿੱਤਾ ਜਾਵੇਗਾ ਅਤੇ ਕੇਂਦਰ ਸਰਕਾਰ ਦੀਆਂ ਨੀਤੀਆਂ ਦਾ ਵਿਰੋਧ ਕੀਤਾ ਜਾਵੇਗਾ। [592,79,708,155]
kisan-meeting-photo [714,172,942,292]
podium-2: 2 [818,1393,848,1409]
story-dc [592,342,942,614]
brand-main: ਹੱਕ ਸੱਚ [761,3,828,29]
athletics-photo-1 [797,1277,942,1341]
story-physio [2,452,348,615]
column-rule [238,620,239,1232]
headline-line-1: ਰਵਿਦਾਸੀਆ ਕੌਮ ਉਸਾਰੇਗੀ [410,1238,530,1251]
story-convent [592,1238,942,1504]
headline: ਪਿੰਡ ਮੌਲ੍ਹਾਂ ਵਿਖੇ ਬਜ਼ੁਰਗਾਂ ਅਤੇ ਅੰਗਹੀਣਾਂ ਲਈ ਟਰਾਈ ਸਾਈਕਲ ਅਤੇ ਹੋਰ ਸਮਾਨ ਵੰਡਣ ਸਬੰਧੀ ਕੈਂਪ ਦਾ ਆਯੋਜਨ ਕੀਤਾ ਗਿਆ [716,620,930,639]
olympic-event-photo [2,643,234,753]
story-railway [2,914,234,1232]
strap: ਮਿਨੀ ਸਕੱਤਰੇਤ ਹੁਸ਼ਿਆਰਪੁਰ ਵਿਖੇ ਡੀ ਸੀ ਅਤੇ ਹੋਰ ਪ੍ਰਸ਼ਾਸਨਿਕ ਅਧਿਕਾਰੀਆਂ ਨਾਲ ਕੀਤੀ ਮੀਟਿੰਗ [2,80,348,95]
author-photo [397,659,547,733]
rally-banner: MISSION TANDRUST [487,118,573,162]
podium-3: 3 [882,1397,912,1409]
headline-line-2: ਪ੍ਰਿੰਸੀ. ਬਹਾਦਰ ਸਿੰਘ ਗੋਸਲ ਦਾ ਰੂ-ਬਰੂ ਸਮਾਰੋਹ ਕਰਵਾਇਆ [308,636,642,655]
